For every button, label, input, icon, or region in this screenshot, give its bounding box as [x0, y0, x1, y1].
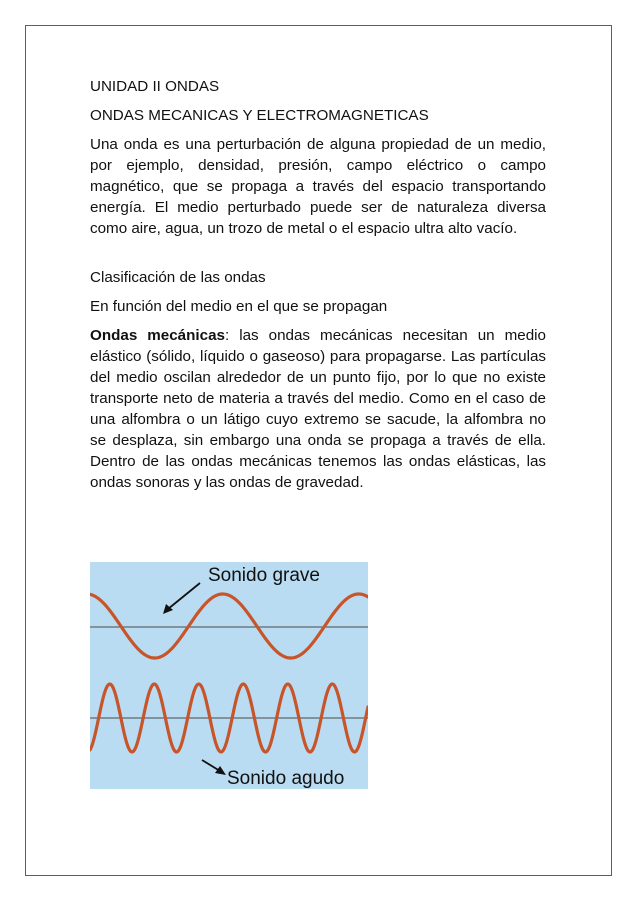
high-sound-label: Sonido agudo — [227, 768, 345, 789]
sound-waves-figure — [90, 562, 368, 789]
unit-title: UNIDAD II ONDAS — [90, 78, 220, 95]
classification-title: Clasificación de las ondas — [90, 269, 266, 286]
mechanical-waves-text: : las ondas mecánicas necesitan un medio elástico (sólido, líquido o gaseoso) para propagarse. Las partículas del medio oscilan alrededor de un punto fijo, por lo que no existe transporte neto de materia a través del medio. Como en el caso de una alfombra o un látigo cuyo extremo se sacude, la alfombra no se desplaza, sin embargo una onda se propaga a través de ella. Dentro de las ondas mecánicas tenemos las ondas elásticas, las ondas sonoras y las ondas de gravedad. — [90, 327, 546, 491]
mechanical-waves-term: Ondas mecánicas — [90, 327, 225, 344]
section-title: ONDAS MECANICAS Y ELECTROMAGNETICAS — [90, 107, 429, 124]
mechanical-waves-paragraph — [90, 325, 546, 493]
document-body — [90, 76, 546, 493]
intro-paragraph: Una onda es una perturbación de alguna propiedad de un medio, por ejemplo, densidad, presión, campo eléctrico o campo magnético, que se propaga a través del espacio transportando energía. El medio perturbado puede ser de naturaleza diversa como aire, agua, un trozo de metal o el espacio ultra alto vacío. — [90, 136, 546, 237]
classification-subtitle: En función del medio en el que se propagan — [90, 298, 388, 315]
low-sound-label: Sonido grave — [208, 565, 320, 586]
sound-waves-illustration — [90, 562, 368, 789]
